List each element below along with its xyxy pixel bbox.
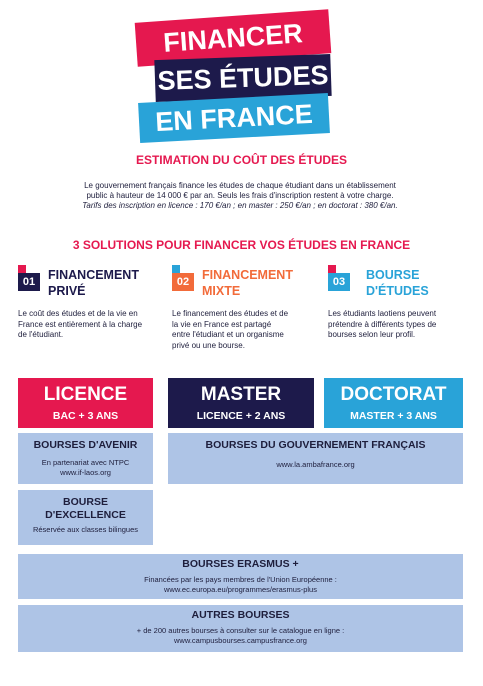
degree-requirement: BAC + 3 ANS — [52, 410, 119, 422]
solution-number: 03 — [328, 273, 350, 291]
solution-description: Le coût des études et de la vie en France est entièrement à la charge de l'étudiant. — [18, 309, 143, 339]
estimation-text-1: Le gouvernement français finance les études de chaque étudiant dans un établissement — [84, 181, 396, 190]
box-title: BOURSE D'EXCELLENCE — [45, 496, 126, 521]
solution-bourse-etudes — [328, 265, 478, 365]
bourse-excellence — [18, 490, 153, 545]
solution-description: Le financement des études et de la vie en France est partagé entre l'étudiant et un organisme privé ou une bourse. — [172, 309, 289, 350]
estimation-text-2: public à hauteur de 14 000 € par an. Seuls les frais d'inscription restent à votre charge. — [86, 191, 394, 200]
bourses-gouvernement — [168, 433, 463, 484]
solution-number: 02 — [172, 273, 194, 291]
box-title: AUTRES BOURSES — [191, 609, 290, 621]
box-link: www.if-laos.org — [60, 468, 111, 477]
bourses-avenir — [18, 433, 153, 484]
degree-name: LICENCE — [43, 384, 128, 405]
box-subtitle: En partenariat avec NTPC — [41, 458, 130, 467]
degree-master — [168, 378, 314, 428]
estimation-tarifs: Tarifs des inscription en licence : 170 €/an ; en master : 250 €/an ; en doctorat : 380 €/an. — [82, 201, 398, 210]
box-title: BOURSES ERASMUS + — [182, 558, 299, 570]
degree-doctorat — [324, 378, 463, 428]
box-link: www.ec.europa.eu/programmes/erasmus-plus — [164, 585, 317, 594]
solutions-heading: 3 SOLUTIONS POUR FINANCER VOS ÉTUDES EN FRANCE — [72, 238, 411, 252]
solution-description: Les étudiants laotiens peuvent prétendre à différents types de bourses selon leur profil. — [328, 309, 437, 339]
solution-financement-mixte — [172, 265, 322, 365]
solution-financement-prive — [18, 265, 168, 365]
title-line-3: EN FRANCE — [138, 93, 330, 143]
degree-requirement: LICENCE + 2 ANS — [196, 410, 286, 422]
degree-requirement: MASTER + 3 ANS — [350, 410, 437, 422]
box-link: www.la.ambafrance.org — [276, 460, 355, 469]
bourses-erasmus — [18, 554, 463, 599]
title-line-2: SES ÉTUDES — [154, 54, 331, 102]
solution-title: FINANCEMENT PRIVÉ — [48, 268, 139, 298]
box-link: www.campusbourses.campusfrance.org — [174, 636, 307, 645]
box-subtitle: Financées par les pays membres de l'Union Européenne : — [144, 575, 337, 584]
box-title: BOURSES DU GOUVERNEMENT FRANÇAIS — [205, 439, 426, 451]
box-title: BOURSES D'AVENIR — [33, 439, 138, 451]
solution-title: BOURSE D'ÉTUDES — [366, 268, 429, 298]
degree-name: DOCTORAT — [340, 384, 447, 405]
box-subtitle: + de 200 autres bourses à consulter sur le catalogue en ligne : — [136, 626, 345, 635]
title-line-1: FINANCER — [135, 9, 332, 66]
solution-title: FINANCEMENT MIXTE — [202, 268, 293, 298]
box-subtitle: Réservée aux classes bilingues — [32, 525, 139, 534]
autres-bourses — [18, 605, 463, 652]
degree-name: MASTER — [200, 384, 282, 405]
degree-licence — [18, 378, 153, 428]
estimation-heading: ESTIMATION DU COÛT DES ÉTUDES — [135, 153, 348, 167]
solution-number: 01 — [18, 273, 40, 291]
